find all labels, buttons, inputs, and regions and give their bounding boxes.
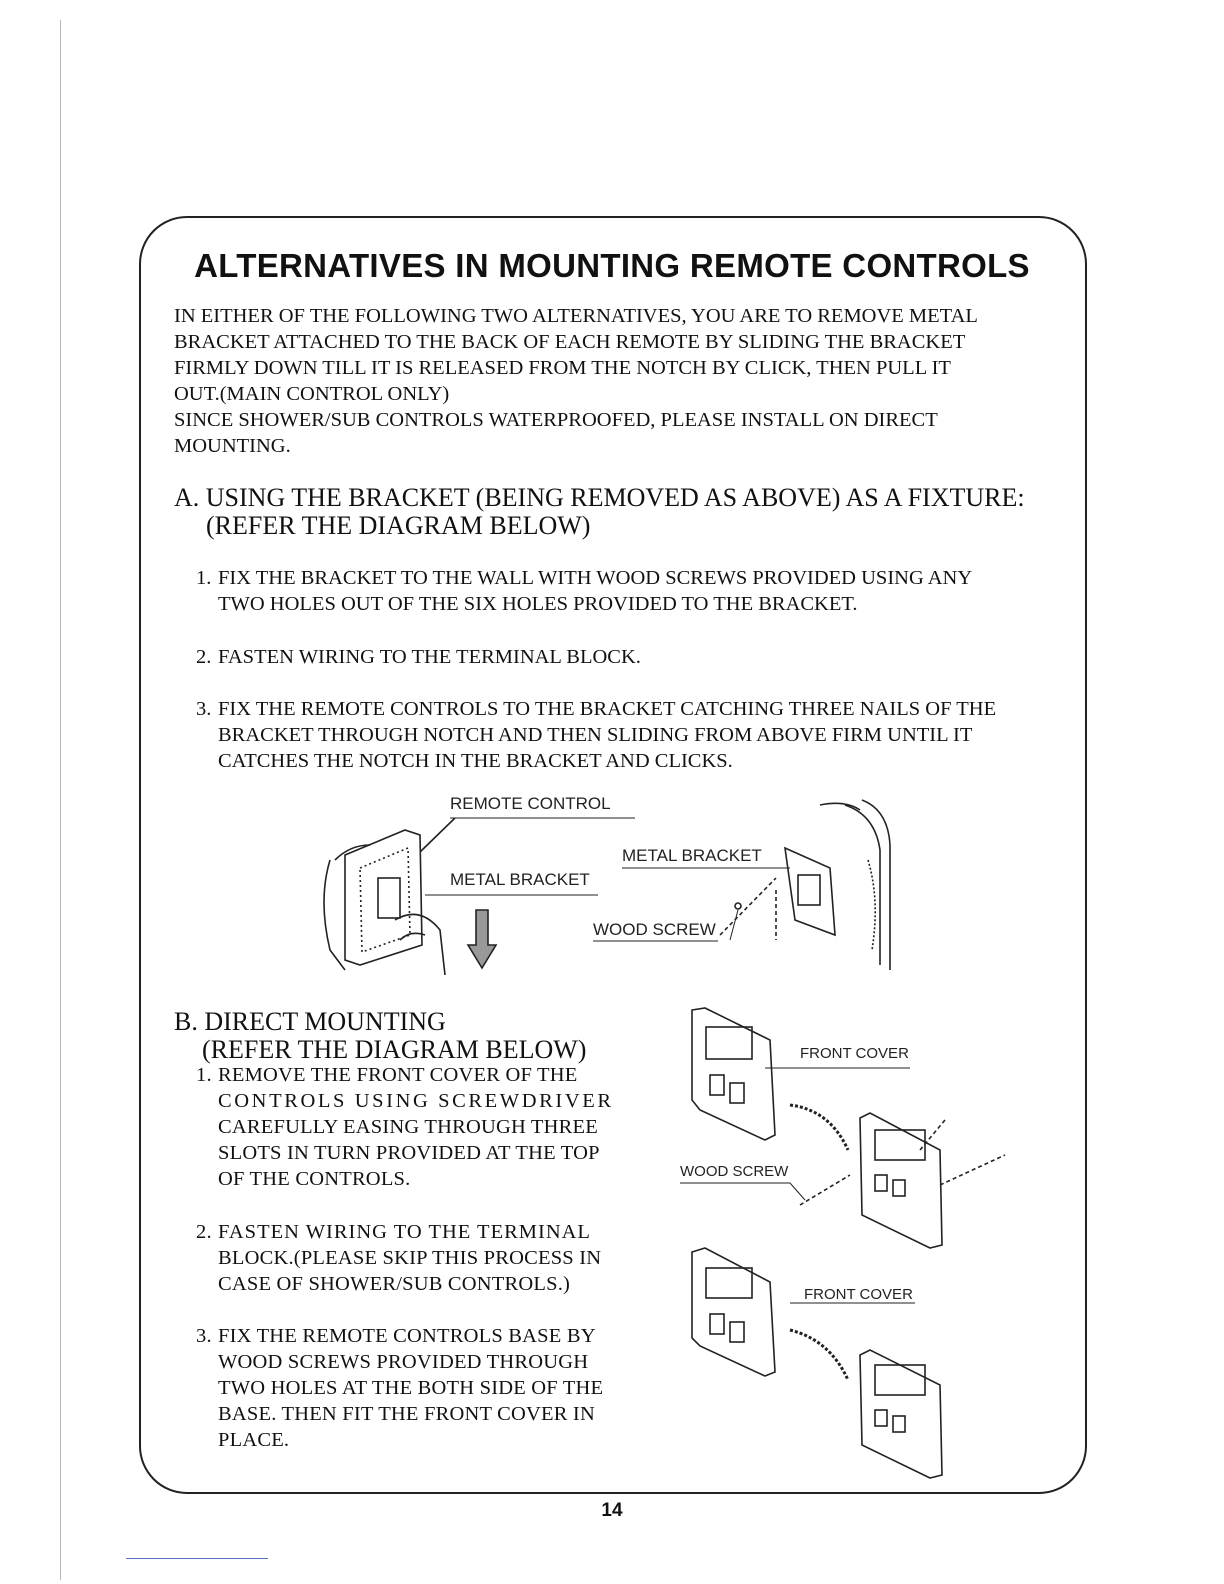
step-line: TWO HOLES OUT OF THE SIX HOLES PROVIDED TO THE BRACKET. [218, 593, 858, 615]
step-line: OF THE CONTROLS. [218, 1168, 411, 1190]
step-number: 1. [196, 567, 212, 589]
label-front-cover-bottom: FRONT COVER [804, 1286, 913, 1303]
section-b-title: B. DIRECT MOUNTING [174, 1007, 446, 1036]
step-text [218, 1219, 646, 1297]
intro-paragraph [174, 303, 1074, 459]
intro-line: FIRMLY DOWN TILL IT IS RELEASED FROM THE NOTCH BY CLICK, THEN PULL IT [174, 357, 951, 379]
step-number: 3. [196, 698, 212, 720]
step-text [218, 696, 1066, 774]
step-line: BASE. THEN FIT THE FRONT COVER IN [218, 1403, 595, 1425]
section-b-heading [174, 1008, 644, 1064]
intro-line: SINCE SHOWER/SUB CONTROLS WATERPROOFED, PLEASE INSTALL ON DIRECT [174, 409, 938, 431]
section-a-heading [174, 484, 1064, 540]
step-line: BRACKET THROUGH NOTCH AND THEN SLIDING FROM ABOVE FIRM UNTIL IT [218, 724, 973, 746]
section-b-subtitle: (REFER THE DIAGRAM BELOW) [202, 1035, 587, 1064]
step-line: PLACE. [218, 1429, 290, 1451]
section-a-title: A. USING THE BRACKET (BEING REMOVED AS ABOVE) AS A FIXTURE: [174, 483, 1025, 512]
label-wood-screw-a: WOOD SCREW [593, 920, 716, 939]
step-line: CONTROLS USING SCREWDRIVER [218, 1090, 614, 1112]
step-line: FASTEN WIRING TO THE TERMINAL [218, 1221, 591, 1243]
step-line: FIX THE BRACKET TO THE WALL WITH WOOD SCREWS PROVIDED USING ANY [218, 567, 973, 589]
step-line: REMOVE THE FRONT COVER OF THE [218, 1064, 578, 1086]
page-number: 14 [601, 1500, 623, 1521]
step-number: 3. [196, 1325, 212, 1347]
intro-line: BRACKET ATTACHED TO THE BACK OF EACH REMOTE BY SLIDING THE BRACKET [174, 331, 966, 353]
section-b-step-3 [196, 1323, 646, 1453]
step-line: CATCHES THE NOTCH IN THE BRACKET AND CLICKS. [218, 750, 733, 772]
step-number: 2. [196, 1221, 212, 1243]
step-line: FASTEN WIRING TO THE TERMINAL BLOCK. [218, 646, 641, 668]
section-a-step-2 [196, 644, 1066, 670]
step-text [218, 565, 1066, 617]
step-line: FIX THE REMOTE CONTROLS BASE BY [218, 1325, 596, 1347]
step-text [218, 644, 1066, 670]
step-line: TWO HOLES AT THE BOTH SIDE OF THE [218, 1377, 604, 1399]
step-line: CASE OF SHOWER/SUB CONTROLS.) [218, 1273, 571, 1295]
section-a-subtitle: (REFER THE DIAGRAM BELOW) [206, 511, 591, 540]
label-wood-screw-b: WOOD SCREW [680, 1163, 789, 1180]
step-line: FIX THE REMOTE CONTROLS TO THE BRACKET CATCHING THREE NAILS OF THE [218, 698, 997, 720]
step-text [218, 1062, 646, 1192]
section-b-step-2 [196, 1219, 646, 1297]
intro-line: IN EITHER OF THE FOLLOWING TWO ALTERNATIVES, YOU ARE TO REMOVE METAL [174, 305, 978, 327]
step-line: CAREFULLY EASING THROUGH THREE [218, 1116, 598, 1138]
step-line: SLOTS IN TURN PROVIDED AT THE TOP [218, 1142, 600, 1164]
step-line: BLOCK.(PLEASE SKIP THIS PROCESS IN [218, 1247, 602, 1269]
section-a-step-1 [196, 565, 1066, 617]
intro-line: MOUNTING. [174, 435, 291, 457]
step-number: 1. [196, 1064, 212, 1086]
intro-line: OUT.(MAIN CONTROL ONLY) [174, 383, 450, 405]
label-remote-control: REMOTE CONTROL [450, 794, 611, 813]
section-a-step-3 [196, 696, 1066, 774]
label-metal-bracket-right: METAL BRACKET [622, 846, 762, 865]
footer-rule [126, 1558, 268, 1559]
label-metal-bracket-left: METAL BRACKET [450, 870, 590, 889]
label-front-cover-top: FRONT COVER [800, 1045, 909, 1062]
step-text [218, 1323, 646, 1453]
step-line: WOOD SCREWS PROVIDED THROUGH [218, 1351, 589, 1373]
step-number: 2. [196, 646, 212, 668]
page-title: ALTERNATIVES IN MOUNTING REMOTE CONTROLS [194, 247, 1030, 284]
section-b-step-1 [196, 1062, 646, 1192]
